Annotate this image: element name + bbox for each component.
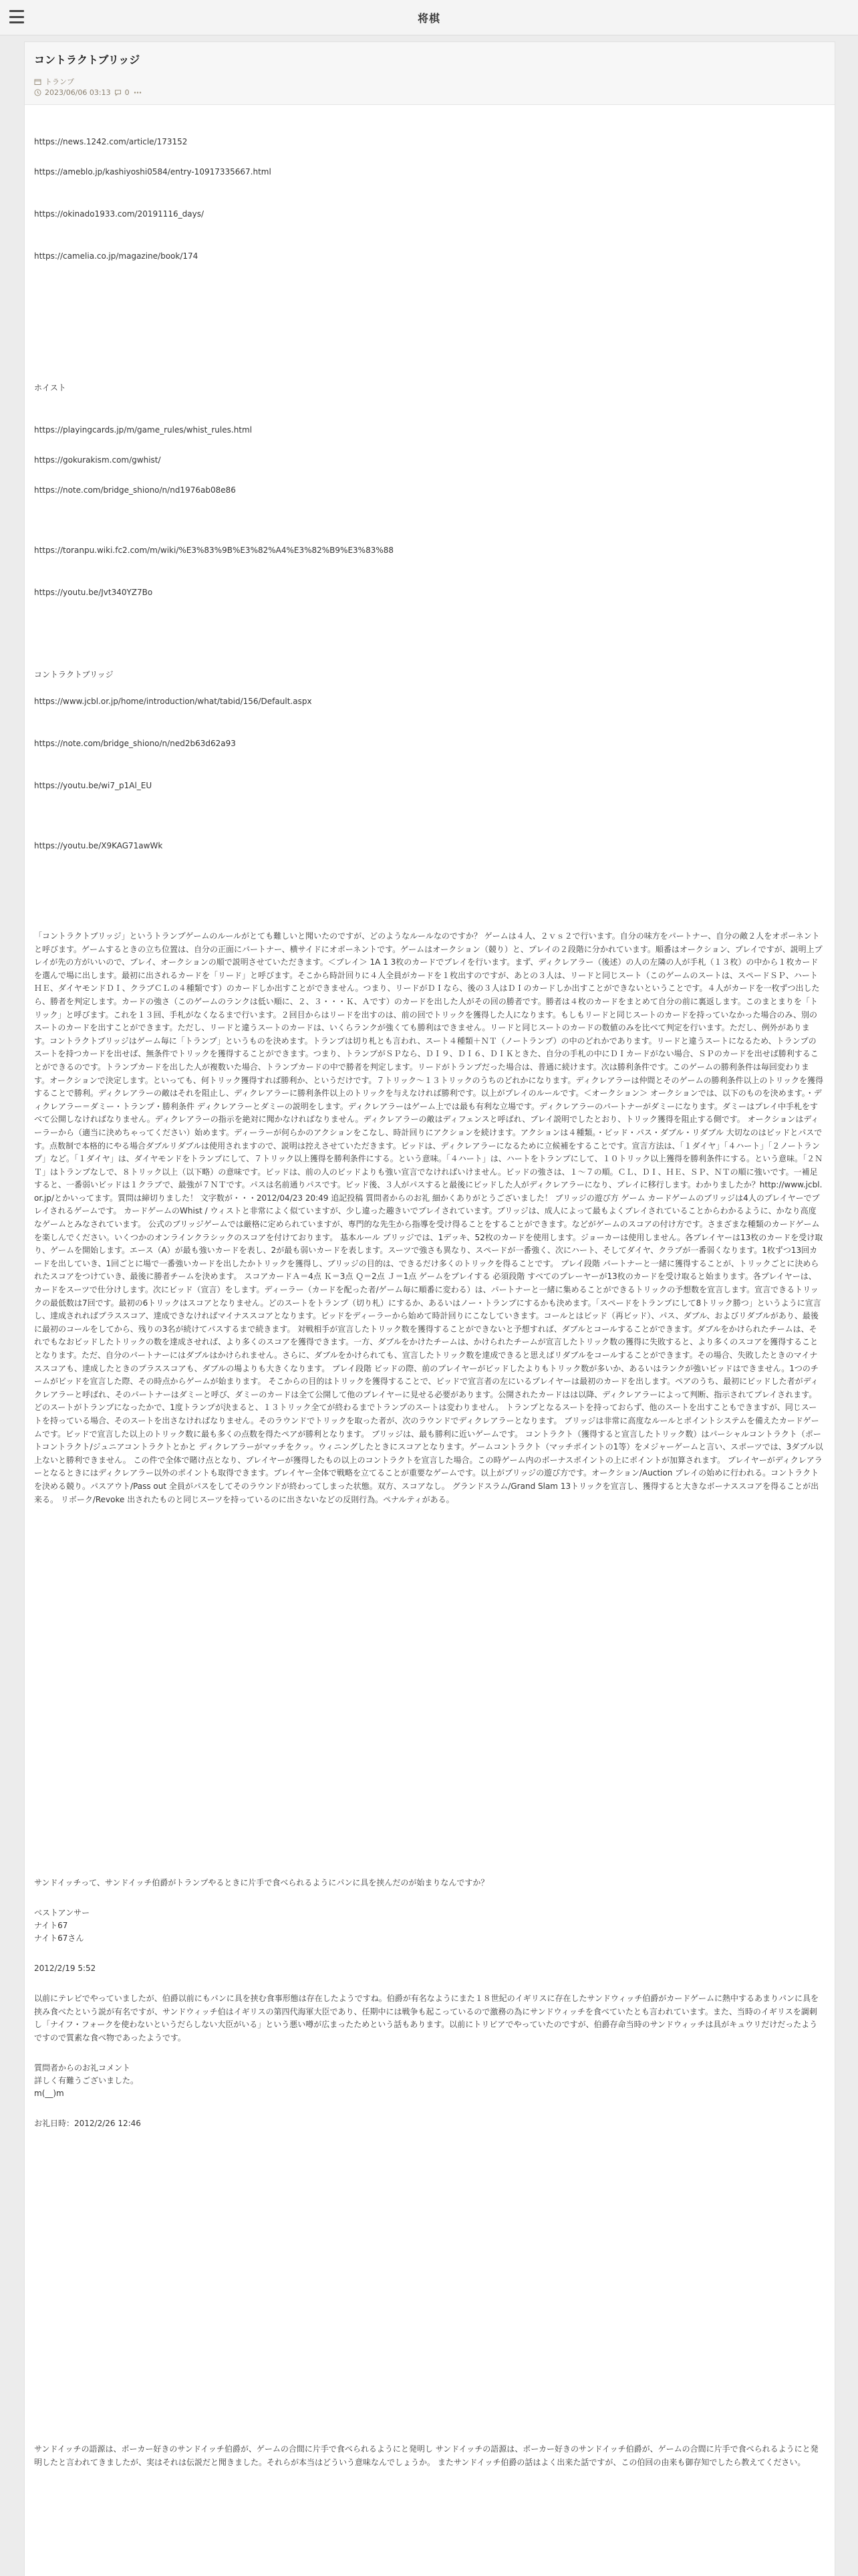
answer-text: 以前にテレビでやっていましたが、伯爵以前にもパンに具を挟む食事形態は存在したようですね。伯爵が有名なようにまた１８世紀のイギリスに存在したサンドウィッチ伯爵がカードゲームに熱中するあまりパンに具を挟み食べたという説が有名ですが、サンドウィッチ伯はイギリスの第四代海軍大臣であり、任期中には戦争も起こっているので激務の為にサンドウィッチを食べていたとも言われています。また、当時のイギリスを調刺し「ナイフ・フォークを使わないというだらしない大臣がいる」という悪い噂が広まったためという話もあります。以前にトリビアでやっていたのですが、伯爵存命当時のサンドウィッチは具がキュウリだけだったようですので質素な食べ物であったようです。 xyxy=(34,1994,819,2042)
qa-question: サンドイッチって、サンドイッチ伯爵がトランプやるときに片手で食べられるようにパンに具を挟んだのが始まりなんですか？ xyxy=(34,1878,489,1887)
category-link[interactable]: トランプ xyxy=(45,78,74,86)
thanks-label: 質問者からのお礼コメント xyxy=(34,2063,131,2073)
more-icon[interactable] xyxy=(133,89,145,96)
section-heading-bridge: コントラクトブリッジ xyxy=(34,670,114,679)
section-heading-whist: ホイスト xyxy=(34,383,66,392)
link[interactable]: https://news.1242.com/article/173152 xyxy=(34,137,188,146)
answerer-name-san: ナイト67さん xyxy=(34,1934,84,1943)
thanks-text: 詳しく有難うございました。 xyxy=(34,2076,139,2086)
folder-icon xyxy=(34,78,41,86)
link[interactable]: https://ameblo.jp/kashiyoshi0584/entry-10917335667.html xyxy=(34,167,271,177)
app-title: 将棋 xyxy=(417,11,440,25)
article-title: コントラクトブリッジ xyxy=(34,53,140,66)
link[interactable]: https://note.com/bridge_shiono/n/nd1976ab08e86 xyxy=(34,485,236,495)
post-date: 2023/06/06 03:13 xyxy=(45,88,111,97)
app-header xyxy=(0,0,858,35)
link[interactable]: https://youtu.be/X9KAG71awWk xyxy=(34,841,163,850)
link[interactable]: https://youtu.be/wi7_p1Al_EU xyxy=(34,781,152,790)
answer-date: 2012/2/19 5:52 xyxy=(34,1964,96,1973)
link[interactable]: https://gokurakism.com/gwhist/ xyxy=(34,455,161,465)
hamburger-menu-icon[interactable] xyxy=(9,10,24,23)
clock-icon xyxy=(34,89,41,96)
best-answer-label: ベストアンサー xyxy=(34,1908,90,1917)
category-row xyxy=(34,76,824,87)
post-meta-row xyxy=(34,87,824,98)
comment-icon[interactable] xyxy=(114,89,122,96)
link[interactable]: https://playingcards.jp/m/game_rules/whist_rules.html xyxy=(34,425,253,435)
main-text: 「コントラクトブリッジ」というトランプゲームのルールがとても難しいと聞いたのですが、どのようなルールなのですか？ ゲームは４人、２ｖｓ２で行います。自分の味方をパートナー、自分の敵２人をオポーネントと呼びます。ゲームするときの立ち位置は、自分の正面にパートナー、横サイドにオポーネントです。ゲームはオークション（競り）と、プレイの２段階に分かれています。順番はオークション、プレイですが、説明上プレイが先の方がいいので、プレイ、オークションの順で説明させていただきます。＜プレイ＞ 1A 1 3枚のカードでプレイを行います。まず、ディクレアラー（後述）の人の左隣の人が手札（１３枚）の中から１枚カードを選んで場に出します。最初に出されるカードを「リード」と呼びます。そこから時計回りに４人全員がカードを１枚出すのですが、あとの３人は、リードと同じスート（このゲームのスートは、スペードＳＰ、ハートＨＥ、ダイヤモンドＤＩ、クラブＣＬの４種類です）のカードしか出すことができません。つまり、リードがＤＩなら、後の３人はＤＩのカードしか出すことができないということです。４人がカードを一枚ずつ出したら、勝者を判定します。カードの強さ（このゲームのランクは低い順に、２、３・・・Ｋ、Ａです）のカードを出した人がその回の勝者です。勝者は４枚のカードをまとめて自分の前に裏返します。このまとまりを「トリック」と呼びます。これを１３回、手札がなくなるまで行います。２回目からはリードを出すのは、前の回でトリックを獲得した人になります。もしもリードと同じスートのカードを持っていなかった場合のみ、別のスートのカードを出すことができます。ただし、リードと違うスートのカードは、いくらランクが強くても勝利はできません。リードと同じスートのカードの数値のみを比べて判定を行います。ただし、例外があります。コントラクトブリッジはゲーム毎に「トランプ」というものを決めます。トランプは切り札とも言われ、スート４種類＋ＮＴ（ノートランプ）の中のどれかであります。リードと違うスートになるため、トランプのスートを持つカードを出せば、無条件でトリックを獲得することができます。つまり、トランプがＳＰなら、ＤＩ９、ＤＩ６、ＤＩＫときた、自分の手札の中にＤＩカードがない場合、ＳＰのカードを出せば勝利することができるのです。トランプカードを出した人が複数いた場合、トランプカードの中で勝者を判定します。リードがトランプだった場合は、普通に続けます。次は勝利条件です。このゲームの勝利条件は毎回変わります。オークションで決定します。といっても、何トリック獲得すれば勝利か、というだけです。７トリック～１３トリックのうちのどれかになります。ディクレアラーは仲間とそのゲームの勝利条件以上のトリックを獲得することで勝利。ディクレアラーの敵はそれを阻止し、ディクレアラーに勝利条件以上のトリックを与えなければ勝利です。以上がプレイのルールです。＜オークション＞ オークションでは、以下のものを決めます。・ディクレアラー＝ダミー・トランプ・勝利条件 ディクレアラーとダミーの説明をします。ディクレアラーはゲーム上では最も有利な立場です。ディクレアラーのパートナーがダミーになります。ダミーはプレイ中手札をすべて公開しなければなりません。ディクレアラーの指示を絶対に聞かなければなりません。ディクレアラーの敵はディフェンスと呼ばれ、プレイ説明でしたとおり、トリック獲得を阻止する側です。 オークションはディーラーから（適当に決めちゃってください）始めます。ディーラーが何らかのアクションをこなし、時計回りにアクションを続けます。アクションは４種類。・ビッド・パス・ダブル・リダブル 大切なのはビッドとパスです。点数制で本格的にやる場合ダブルリダブルは使用されますので、説明は控えさせていただきます。ビッドは、ディクレアラーになるために立候補をすることです。宣言方法は、「１ダイヤ」「４ハート」「２ノートランプ」など。「１ダイヤ」は、ダイヤモンドをトランプにして、７トリック以上獲得を勝利条件にする。という意味。「４ハート」は、ハートをトランプにして、１０トリック以上獲得を勝利条件にする。という意味。「２ＮＴ」はトランプなしで、８トリック以上（以下略）の意味です。ビッドは、前の人のビッドよりも強い宣言でなければいけません。ビッドの強さは、１～７の順。ＣＬ、ＤＩ、ＨＥ、ＳＰ、ＮＴの順に強いです。一補足すると、一番弱いビッドは１クラブで、最強が７ＮＴです。パスは名前通りパスです。ビッド後、３人がパスすると最後にビッドした人がディクレアラーになり、プレイに移行します。わかりましたか？http://www.jcbl.or.jp/とかいってます。質問は締切りました！ 文字数が・・・2012/04/23 20:49 追記投稿 質問者からのお礼 細かくありがとうございました！ ブリッジの遊び方 ゲーム カードゲームのブリッジは4人のプレイヤーでプレイされるゲームです。 カードゲームのWhist / ウィストと非常によく似ていますが、少し違った趣きいでプレイされています。ブリッジは、成人によって最もよくプレイされていることからわかるように、かなり高度なゲームとみなされています。 公式のブリッジゲームでは厳格に定められていますが、専門的な先生から指導を受け得ることをすることができます。などがゲームのスコアの付け方です。さまざまな種類のカードゲームを楽しんでください。いくつかのオンラインクラシックのスコアを付けております。 基本ルール ブリッジでは、1デッキ、52枚のカードを使用します。ジョーカーは使用しません。各プレイヤーは13枚のカードを受け取り、ゲームを開始します。エース（A）が最も強いカードを表し、2が最も弱いカードを表します。スーツで強さも異なり、スペードが一番強く、次にハート、そしてダイヤ、クラブが一番弱くなります。1枚ずつ13回カードを出していき、1回ごとに場で一番強いカードを出したかトリックを獲得し、ブリッジの目的は、できるだけ多くのトリックを得ることです。 プレイ段階 パートナーと一緒に獲得することが、トリックごとに決められたスコアをつけていき、最後に勝者チームを決めます。 スコアカードＡ＝4点 Ｋ＝3点 Ｑ＝2点 Ｊ＝1点 ゲームをプレイする 必須段階 すべてのプレーヤーが13枚のカードを受け取ると始まります。各プレイヤーは、カードをスーツで仕分けします。次にビッド（宣言）をします。ディーラー（カードを配った者/ゲーム毎に順番に変わる）は、パートナーと一緒に集めることができるトリックの予想数を宣言します。宣言できるトリックの最低数は7回です。最初の6トリックはスコアとなりません。どのスートをトランプ（切り札）にするか、あるいはノー・トランプにするかも決めます。「スペードをトランプにして8トリック勝つ」というように宣言し、達成されればプラススコア、達成できなければマイナススコアとなります。ビッドをディーラーから始めて時計回りにこなしていきます。コールとはビッド（再ビッド）、パス、ダブル、およびリダブルがあり、最後に最初のコールをしてから、残りの3名が続けてパスするまで続きます。 対戦相手が宣言したトリック数を獲得することができないと予想すれば、ダブルとコールすることができます。ダブルをかけられたチームは、それでもなおビッドしたトリックの数を達成させれば、より多くのスコアを獲得できます。一方、ダブルをかけたチームは、かけられたチームが宣言したトリック数の獲得に失敗すると、より多くのスコアを獲得することとなります。ただ、自分のパートナーにはダブルはかけられません。さらに、ダブルをかけられても、宣言したトリック数を達成できると思えばリダブルをコールすることができます。その場合、失敗したときのマイナススコアも、達成したときのプラススコアも、ダブルの場よりも大きくなります。 プレイ段階 ビッドの際、前のプレイヤーがビッドしたよりもトリック数が多いか、あるいはランクが強いビッドはできません。1つのチームがビッドを宣言した際、その時点からゲームが始まります。 そこからの目的はトリックを獲得することで、ビッドで宣言者の左にいるプレイヤーは最初のカードを出します。ペアのうち、最初にビッドした者がディクレアラーと呼ばれ、そのパートナーはダミーと呼び、ダミーのカードは全て公開して他のプレイヤーに見せる必要があります。公開されたカードはは以降、ディクレアラーによって判断、指示されてプレイされます。 どのスートがトランプになったかで、1度トランプが決まると、１３トリック全てが終わるまでトランプのスートは変わりません。 トランプとなるスートを持っておらず、他のスートを出すこともできますが、同じスートを持っている場合、そのスートを出さなければなりません。そのラウンドでトリックを取った者が、次のラウンドでディクレアラーとなります。 ブリッジは非常に高度なルールとポイントシステムを備えたカードゲームです。ビッドで宣言した以上のトリック数に最も多くの点数を得たペアが勝利となります。 ブリッジは、最も勝利に近いゲームです。 コントラクト（獲得すると宣言したトリック数）はパーシャルコントラクト（ポートコントラクト/ジュニアコントラクトとかと ディクレアラーがマッチをクッ。ウィニングしたときにスコアとなります。ゲームコントラクト（マッチポイントの1等）をメジャーゲームと言い、スポーツでは、3ダブル以上ないと勝利できません。 この件で全体で賭け点となり、プレイヤーが獲得したもの以上のコントラクトを宣言した場合。この時ゲーム内のボーナスポイントの上にポイントが加算されます。 プレイヤーがディクレアラーとなるときにはディクレアラー以外のポイントも取得できます。プレイヤー全体で戦略を立てることが重要なゲームです。以上がブリッジの遊び方です。オークション/Auction プレイの始めに行われる。コントラクトを決める競り。パスアウト/Pass out 全員がパスをしてそのラウンドが終わってしまった状態。双方、スコアなし。 グランドスラム/Grand Slam 13トリックを宣言し、獲得すると大きなボーナススコアを得ることが出来る。 リボーク/Revoke 出されたものと同じスーツを持っているのに出さないなどの反則行為。ペナルティがある。 xyxy=(34,931,824,1504)
footer-text: サンドイッチの語源は、ポーカー好きのサンドイッチ伯爵が、ゲームの合間に片手で食べられるようにと発明し サンドイッチの語源は、ポーカー好きのサンドイッチ伯爵が、ゲームの合間に片手で食べられるようにと発明したと言われてきましたが、実はそれは伝説だと聞きました。それらが本当はどういう意味なんでしょうか。 またサンドイッチ伯爵の話はよく出来た話ですが、この伯回の由来も御存知でしたら教えてください。 xyxy=(34,2444,819,2467)
link[interactable]: https://note.com/bridge_shiono/n/ned2b63d62a93 xyxy=(34,739,236,748)
answerer-name[interactable]: ナイト67 xyxy=(34,1921,68,1930)
link[interactable]: https://toranpu.wiki.fc2.com/m/wiki/%E3%83%9B%E3%82%A4%E3%82%B9%E3%83%88 xyxy=(34,546,394,555)
article-header xyxy=(25,42,835,105)
link[interactable]: https://youtu.be/Jvt340YZ7Bo xyxy=(34,588,153,597)
thanks-date: お礼日時：2012/2/26 12:46 xyxy=(34,2119,141,2129)
link[interactable]: https://www.jcbl.or.jp/home/introduction/what/tabid/156/Default.aspx xyxy=(34,697,312,706)
link[interactable]: https://camelia.co.jp/magazine/book/174 xyxy=(34,251,198,261)
thanks-emote: m(__)m xyxy=(34,2089,64,2099)
article-card xyxy=(24,41,835,2576)
article-body xyxy=(25,105,835,2470)
link[interactable]: https://okinado1933.com/20191116_days/ xyxy=(34,209,204,219)
comment-count[interactable]: 0 xyxy=(124,88,130,97)
